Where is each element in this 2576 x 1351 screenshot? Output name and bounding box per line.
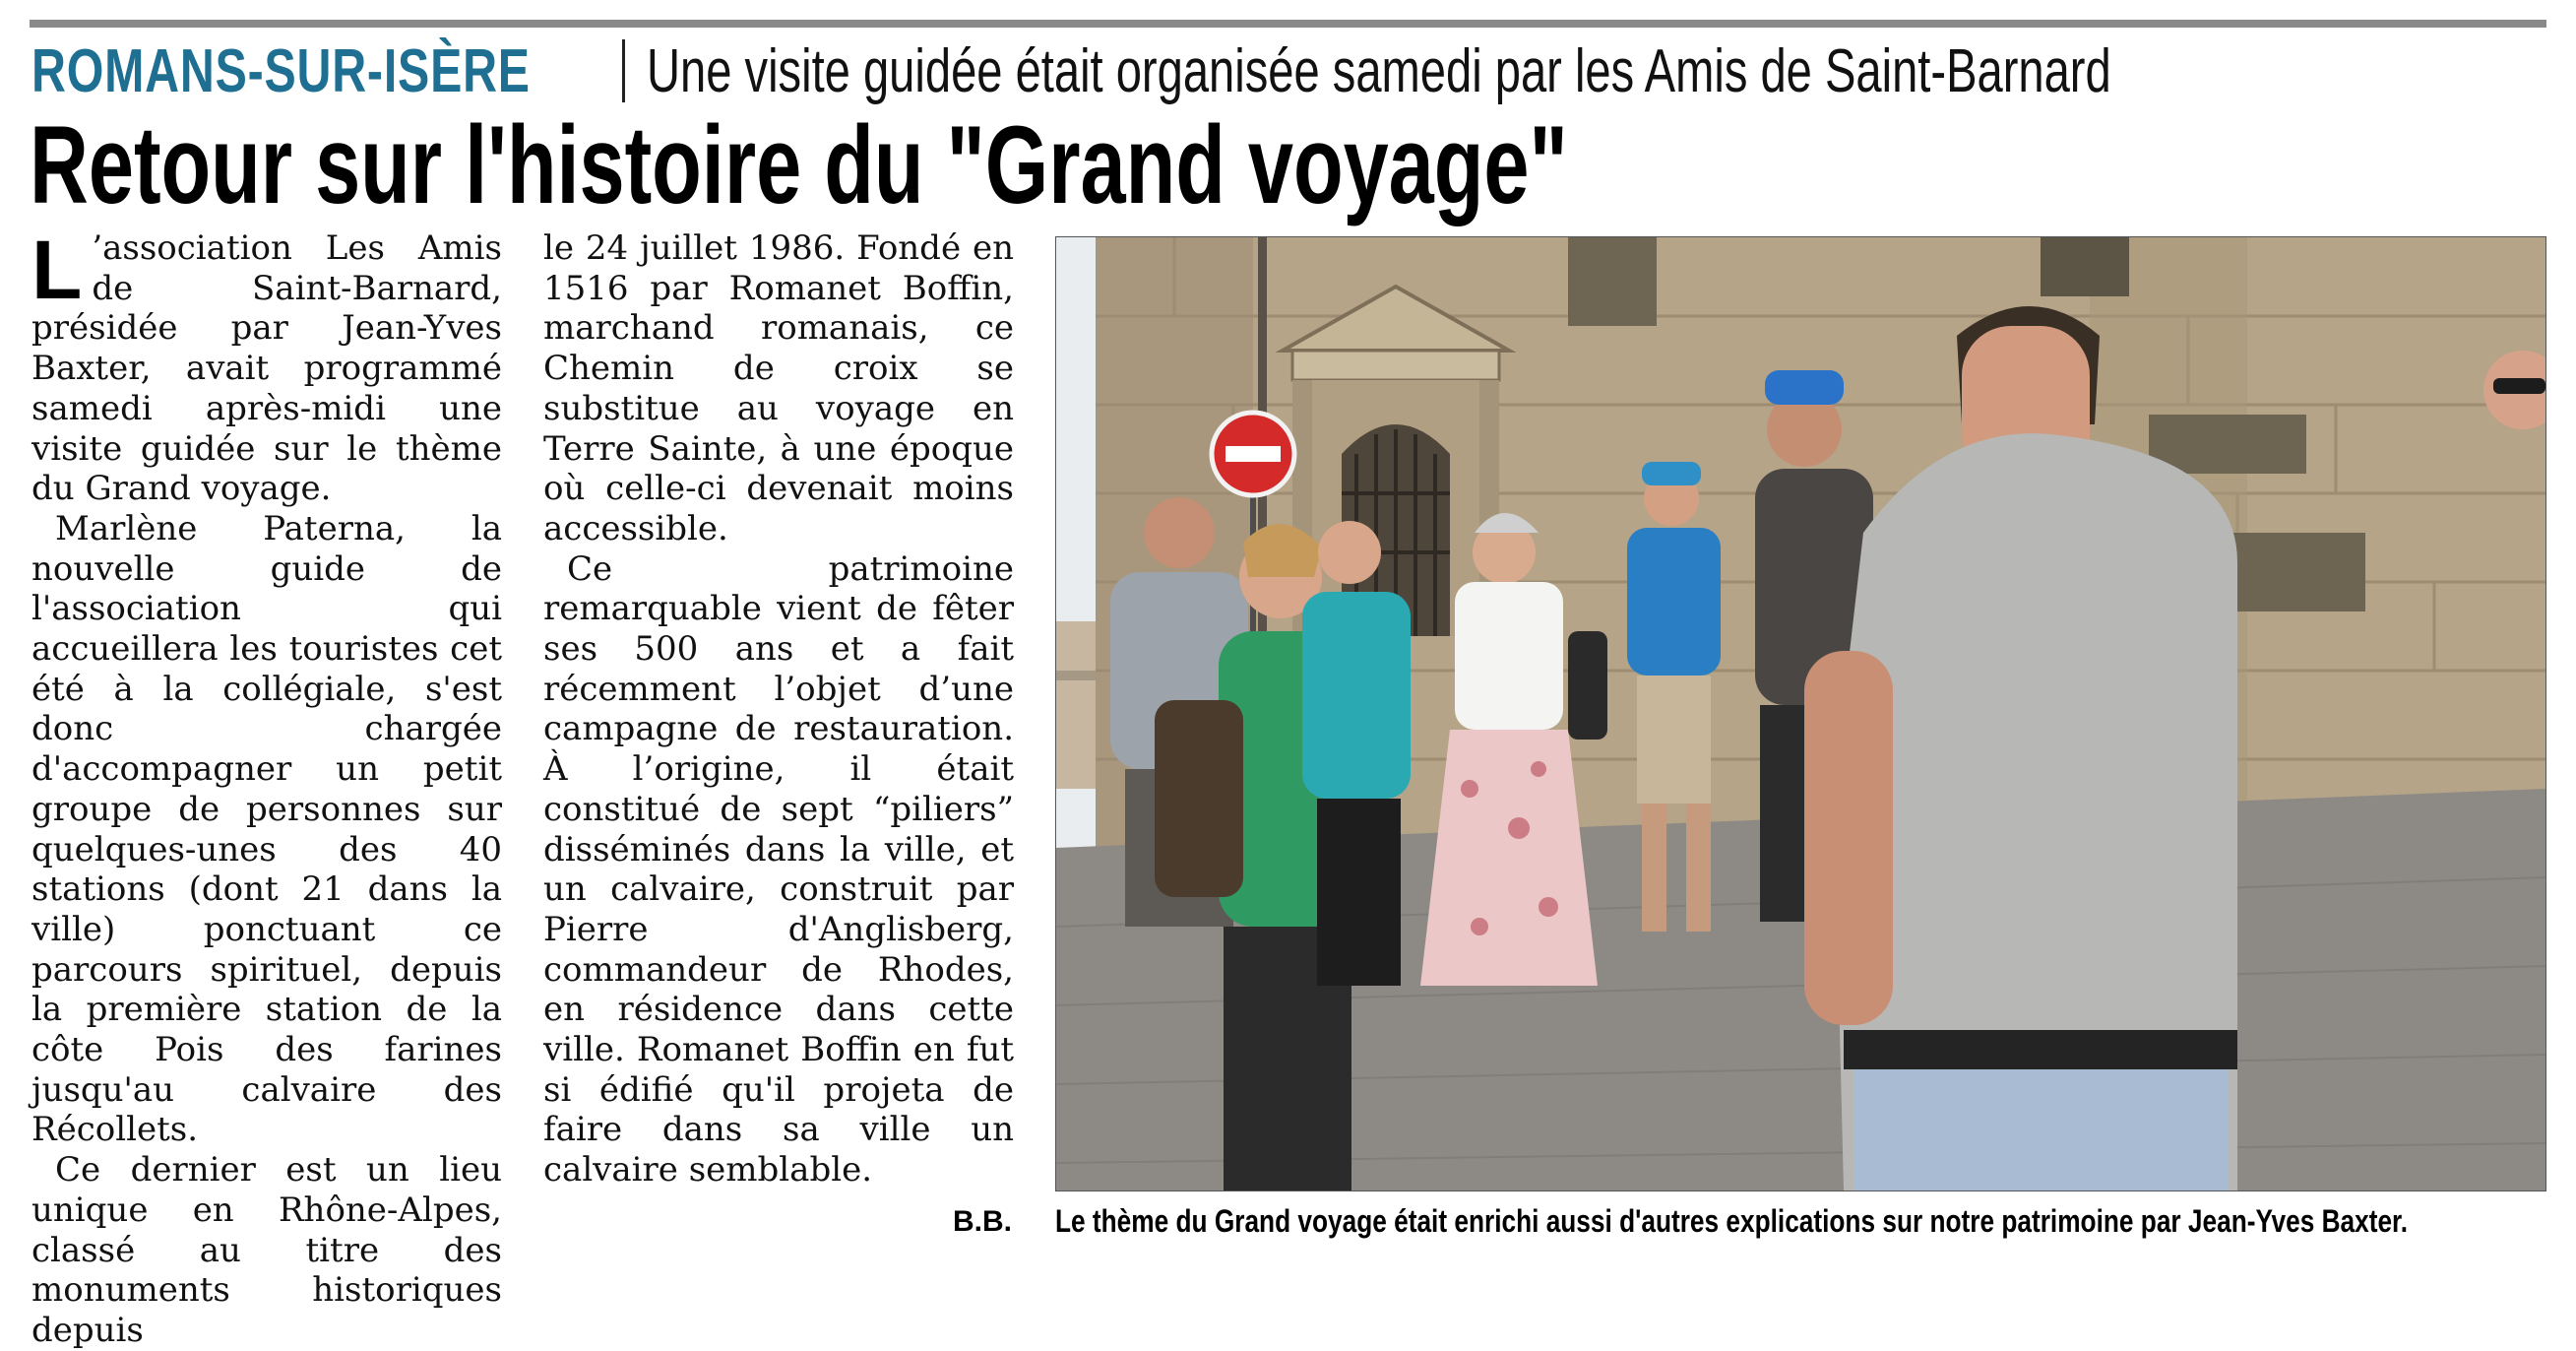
drop-cap: L bbox=[31, 224, 83, 316]
kicker bbox=[31, 32, 2574, 110]
headline: Retour sur l'histoire du "Grand voyage" bbox=[30, 103, 1568, 226]
paragraph: Marlène Paterna, la nouvelle guide de l'association qui accueillera les touristes cet été à la collégiale, s'est donc chargée d'accompagner un petit groupe de personnes sur quelques-unes des 40 stations (dont 21 dans la ville) ponctuant ce parcours spirituel, depuis la première station de la côte Pois des farines jusqu'au calvaire des Récollets. bbox=[31, 508, 502, 1150]
column-2 bbox=[543, 228, 1014, 1190]
article-photo bbox=[1055, 236, 2546, 1191]
photo-illustration bbox=[1056, 237, 2545, 1190]
kicker-separator bbox=[622, 39, 625, 102]
paragraph bbox=[31, 224, 502, 509]
town-label: ROMANS-SUR-ISÈRE bbox=[31, 36, 531, 105]
photo-caption: Le thème du Grand voyage était enrichi aussi d'autres explications sur notre patrimoine par Jean-Yves Baxter. bbox=[1055, 1203, 2409, 1239]
top-rule bbox=[30, 20, 2546, 28]
article-subtitle: Une visite guidée était organisée samedi par les Amis de Saint-Barnard bbox=[647, 36, 2111, 105]
paragraph: Ce dernier est un lieu unique en Rhône-Alpes, classé au titre des monuments historiques depuis bbox=[31, 1150, 502, 1350]
paragraph: le 24 juillet 1986. Fondé en 1516 par Romanet Boffin, marchand romanais, ce Chemin de croix se substitue au voyage en Terre Sainte, à une époque où celle-ci devenait moins accessible. bbox=[543, 228, 1014, 548]
column-1 bbox=[31, 224, 502, 1351]
paragraph-text: ’association Les Amis de Saint-Barnard, présidée par Jean-Yves Baxter, avait programmé samedi après-midi une visite guidée sur le thème du Grand voyage. bbox=[31, 228, 502, 509]
paragraph: Ce patrimoine remarquable vient de fêter ses 500 ans et a fait récemment l’objet d’une campagne de restauration. À l’origine, il était constitué de sept “piliers” disséminés dans la ville, et un calvaire, construit par Pierre d'Anglisberg, commandeur de Rhodes, en résidence dans cette ville. Romanet Boffin en fut si édifié qu'il projeta de faire dans sa ville un calvaire semblable. bbox=[543, 548, 1014, 1190]
photo-byline: B.B. bbox=[953, 1205, 1012, 1238]
